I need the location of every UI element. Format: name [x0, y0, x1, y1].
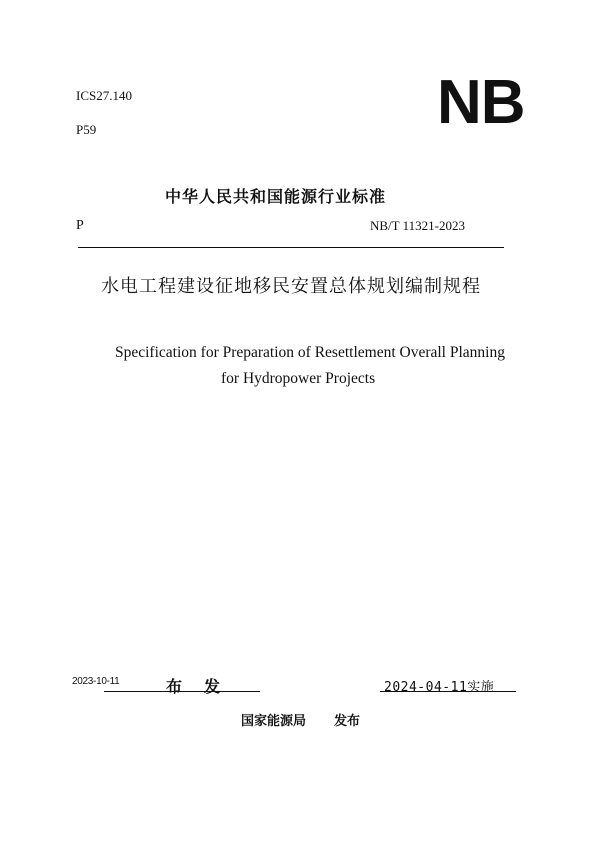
title-english-line2: for Hydropower Projects [221, 370, 376, 387]
title-english-line1: Specification for Preparation of Resettlement Overall Planning [115, 344, 505, 361]
ics-code: ICS27.140 [76, 88, 132, 103]
issuer-name: 国家能源局 [241, 714, 307, 729]
issue-label: 布发 [166, 677, 243, 696]
classification-code: P59 [76, 122, 97, 137]
standard-number: NB/T 11321-2023 [370, 218, 465, 233]
nb-logo: NB [437, 68, 525, 137]
title-chinese: 水电工程建设征地移民安置总体规划编制规程 [101, 276, 481, 297]
issue-date: 2023-10-11 [72, 676, 120, 687]
effective-underline [380, 691, 516, 692]
header-divider [78, 247, 504, 248]
issuer-action: 发布 [334, 714, 361, 729]
standard-category: 中华人民共和国能源行业标准 [165, 187, 387, 206]
effective-date: 2024-04-11实施 [384, 680, 495, 695]
standard-mark: P [76, 218, 84, 233]
